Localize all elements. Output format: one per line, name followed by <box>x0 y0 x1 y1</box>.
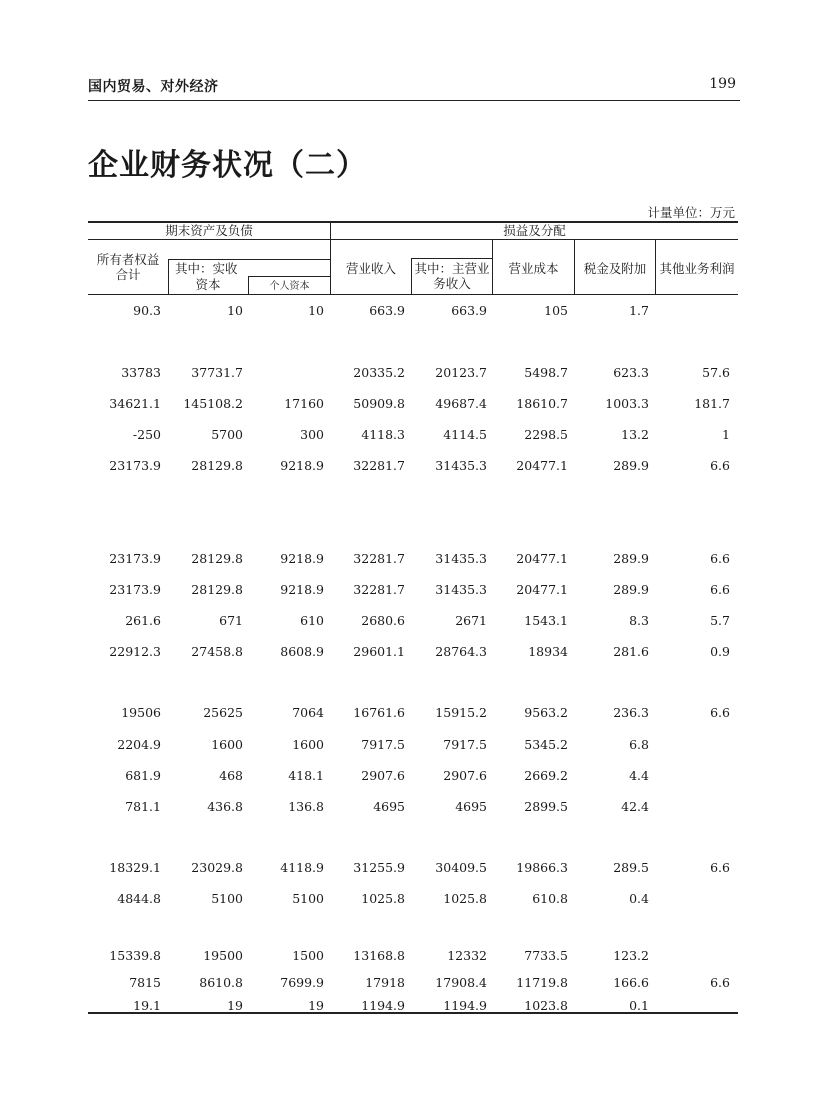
cell-personal-capital: 19 <box>308 998 324 1013</box>
cell-equity: 681.9 <box>125 768 161 783</box>
cell-main-revenue: 663.9 <box>451 303 487 318</box>
cell-main-revenue: 1194.9 <box>443 998 487 1013</box>
cell-paid-in: 436.8 <box>207 799 243 814</box>
cell-main-revenue: 20123.7 <box>435 365 487 380</box>
main-revenue-top <box>411 258 493 259</box>
table-row <box>0 426 816 444</box>
page-number: 199 <box>709 76 736 92</box>
cell-revenue: 4118.3 <box>361 427 405 442</box>
table-row <box>0 890 816 908</box>
cell-personal-capital: 4118.9 <box>280 860 324 875</box>
col-personal-capital: 个人资本 <box>269 281 310 292</box>
table-row <box>0 704 816 722</box>
cell-personal-capital: 9218.9 <box>280 551 324 566</box>
cell-cost: 19866.3 <box>516 860 568 875</box>
group-header-rule <box>88 239 738 240</box>
cell-personal-capital: 10 <box>308 303 324 318</box>
table-row <box>0 550 816 568</box>
cell-paid-in: 28129.8 <box>191 551 243 566</box>
cell-revenue: 20335.2 <box>353 365 405 380</box>
cell-tax: 236.3 <box>613 705 649 720</box>
cell-tax: 289.9 <box>613 458 649 473</box>
cell-other-profit: 6.6 <box>710 458 730 473</box>
cell-other-profit: 57.6 <box>702 365 730 380</box>
cell-tax: 4.4 <box>629 768 649 783</box>
cell-other-profit: 0.9 <box>710 644 730 659</box>
cell-main-revenue: 17908.4 <box>435 975 487 990</box>
cell-paid-in: 28129.8 <box>191 582 243 597</box>
cell-other-profit: 1 <box>722 427 730 442</box>
cell-main-revenue: 4695 <box>455 799 487 814</box>
cell-tax: 281.6 <box>613 644 649 659</box>
unit-note: 计量单位：万元 <box>647 205 735 220</box>
cell-other-profit: 6.6 <box>710 551 730 566</box>
cell-main-revenue: 2671 <box>455 613 487 628</box>
cell-paid-in: 19500 <box>203 948 243 963</box>
cell-equity: 34621.1 <box>109 396 161 411</box>
group-header-assets: 期末资产及负债 <box>165 223 253 238</box>
cell-tax: 42.4 <box>621 799 649 814</box>
cell-equity: 23173.9 <box>109 458 161 473</box>
cell-tax: 0.4 <box>629 891 649 906</box>
cell-main-revenue: 12332 <box>447 948 487 963</box>
cell-other-profit: 6.6 <box>710 975 730 990</box>
cell-personal-capital: 7064 <box>292 705 324 720</box>
cell-tax: 8.3 <box>629 613 649 628</box>
cell-revenue: 7917.5 <box>361 737 405 752</box>
table-row <box>0 302 816 320</box>
cell-tax: 623.3 <box>613 365 649 380</box>
cell-personal-capital: 9218.9 <box>280 458 324 473</box>
cell-cost: 2669.2 <box>524 768 568 783</box>
cell-personal-capital: 5100 <box>292 891 324 906</box>
cell-paid-in: 671 <box>219 613 243 628</box>
table-row <box>0 364 816 382</box>
page-title: 企业财务状况（二） <box>88 148 367 183</box>
cell-main-revenue: 31435.3 <box>435 582 487 597</box>
cell-revenue: 50909.8 <box>353 396 405 411</box>
col-equity-line2: 合计 <box>115 267 141 282</box>
table-row <box>0 798 816 816</box>
cell-equity: 33783 <box>121 365 161 380</box>
cell-equity: 18329.1 <box>109 860 161 875</box>
cell-cost: 2899.5 <box>524 799 568 814</box>
cell-revenue: 31255.9 <box>353 860 405 875</box>
cell-equity: 19506 <box>121 705 161 720</box>
cell-revenue: 2907.6 <box>361 768 405 783</box>
cell-revenue: 4695 <box>373 799 405 814</box>
cell-paid-in: 145108.2 <box>183 396 243 411</box>
table-row <box>0 612 816 630</box>
col-tax: 税金及附加 <box>583 261 647 276</box>
col-equity-line1: 所有者权益 <box>96 252 160 267</box>
cell-paid-in: 25625 <box>203 705 243 720</box>
col-main-revenue-line2: 务收入 <box>433 276 471 291</box>
cell-tax: 289.9 <box>613 551 649 566</box>
cell-personal-capital: 1500 <box>292 948 324 963</box>
cell-tax: 289.5 <box>613 860 649 875</box>
column-header-bottom-rule <box>88 294 738 295</box>
cell-main-revenue: 49687.4 <box>435 396 487 411</box>
cell-personal-capital: 418.1 <box>288 768 324 783</box>
cell-revenue: 32281.7 <box>353 582 405 597</box>
cell-equity: 23173.9 <box>109 551 161 566</box>
cell-other-profit: 6.6 <box>710 705 730 720</box>
cell-cost: 18610.7 <box>516 396 568 411</box>
cell-equity: 19.1 <box>133 998 161 1013</box>
cell-revenue: 32281.7 <box>353 458 405 473</box>
table-row <box>0 767 816 785</box>
cell-revenue: 17918 <box>365 975 405 990</box>
table-row <box>0 997 816 1015</box>
cell-paid-in: 37731.7 <box>191 365 243 380</box>
cell-cost: 5345.2 <box>524 737 568 752</box>
cell-cost: 18934 <box>528 644 568 659</box>
cell-equity: 22912.3 <box>109 644 161 659</box>
cell-revenue: 663.9 <box>369 303 405 318</box>
col-other-profit: 其他业务利润 <box>659 261 735 276</box>
cell-personal-capital: 7699.9 <box>280 975 324 990</box>
cell-tax: 13.2 <box>621 427 649 442</box>
cell-paid-in: 27458.8 <box>191 644 243 659</box>
personal-capital-top <box>248 276 330 277</box>
cell-paid-in: 468 <box>219 768 243 783</box>
header-rule <box>88 100 740 101</box>
table-row <box>0 974 816 992</box>
cell-cost: 20477.1 <box>516 551 568 566</box>
cell-other-profit: 6.6 <box>710 860 730 875</box>
cell-paid-in: 1600 <box>211 737 243 752</box>
cell-equity: 15339.8 <box>109 948 161 963</box>
cell-main-revenue: 31435.3 <box>435 458 487 473</box>
cell-revenue: 16761.6 <box>353 705 405 720</box>
cell-main-revenue: 7917.5 <box>443 737 487 752</box>
cell-other-profit: 6.6 <box>710 582 730 597</box>
cell-main-revenue: 4114.5 <box>443 427 487 442</box>
cell-cost: 1543.1 <box>524 613 568 628</box>
cell-main-revenue: 1025.8 <box>443 891 487 906</box>
running-header-section: 国内贸易、对外经济 <box>88 79 219 95</box>
cell-equity: -250 <box>132 427 161 442</box>
cell-tax: 6.8 <box>629 737 649 752</box>
cell-cost: 610.8 <box>532 891 568 906</box>
cell-personal-capital: 9218.9 <box>280 582 324 597</box>
col-main-revenue-line1: 其中：主营业 <box>414 261 490 276</box>
cell-cost: 11719.8 <box>516 975 568 990</box>
col-revenue: 营业收入 <box>345 261 396 276</box>
cell-tax: 0.1 <box>629 998 649 1013</box>
cell-personal-capital: 17160 <box>284 396 324 411</box>
col-paid-in-line1: 其中：实收 <box>175 261 238 276</box>
cell-paid-in: 19 <box>227 998 243 1013</box>
cell-other-profit: 5.7 <box>710 613 730 628</box>
cell-main-revenue: 30409.5 <box>435 860 487 875</box>
cell-main-revenue: 31435.3 <box>435 551 487 566</box>
cell-equity: 23173.9 <box>109 582 161 597</box>
table-row <box>0 859 816 877</box>
paid-in-box-top <box>168 259 330 260</box>
cell-cost: 20477.1 <box>516 458 568 473</box>
cell-main-revenue: 15915.2 <box>435 705 487 720</box>
cell-equity: 261.6 <box>125 613 161 628</box>
cell-revenue: 1025.8 <box>361 891 405 906</box>
cell-paid-in: 5100 <box>211 891 243 906</box>
table-row <box>0 643 816 661</box>
cell-revenue: 32281.7 <box>353 551 405 566</box>
cell-personal-capital: 8608.9 <box>280 644 324 659</box>
cell-personal-capital: 610 <box>300 613 324 628</box>
cell-cost: 5498.7 <box>524 365 568 380</box>
cell-equity: 7815 <box>129 975 161 990</box>
table-row <box>0 736 816 754</box>
cell-cost: 9563.2 <box>524 705 568 720</box>
cell-equity: 781.1 <box>125 799 161 814</box>
cell-cost: 2298.5 <box>524 427 568 442</box>
cell-tax: 1003.3 <box>605 396 649 411</box>
cell-revenue: 29601.1 <box>353 644 405 659</box>
col-paid-in-line2: 资本 <box>195 277 221 292</box>
cell-cost: 7733.5 <box>524 948 568 963</box>
cell-paid-in: 10 <box>227 303 243 318</box>
cell-personal-capital: 1600 <box>292 737 324 752</box>
table-row <box>0 457 816 475</box>
cell-equity: 2204.9 <box>117 737 161 752</box>
cell-equity: 90.3 <box>133 303 161 318</box>
cell-paid-in: 5700 <box>211 427 243 442</box>
cell-main-revenue: 28764.3 <box>435 644 487 659</box>
cell-personal-capital: 300 <box>300 427 324 442</box>
cell-revenue: 13168.8 <box>353 948 405 963</box>
cell-revenue: 2680.6 <box>361 613 405 628</box>
table-row <box>0 947 816 965</box>
cell-other-profit: 181.7 <box>694 396 730 411</box>
cell-paid-in: 28129.8 <box>191 458 243 473</box>
cell-tax: 1.7 <box>629 303 649 318</box>
cell-paid-in: 8610.8 <box>199 975 243 990</box>
cell-cost: 105 <box>544 303 568 318</box>
cell-cost: 1023.8 <box>524 998 568 1013</box>
cell-paid-in: 23029.8 <box>191 860 243 875</box>
cell-tax: 289.9 <box>613 582 649 597</box>
cell-tax: 166.6 <box>613 975 649 990</box>
cell-tax: 123.2 <box>613 948 649 963</box>
group-header-profit: 损益及分配 <box>503 223 566 238</box>
col-cost: 营业成本 <box>508 261 559 276</box>
table-row <box>0 395 816 413</box>
cell-main-revenue: 2907.6 <box>443 768 487 783</box>
cell-revenue: 1194.9 <box>361 998 405 1013</box>
cell-equity: 4844.8 <box>117 891 161 906</box>
cell-cost: 20477.1 <box>516 582 568 597</box>
table-row <box>0 581 816 599</box>
cell-personal-capital: 136.8 <box>288 799 324 814</box>
